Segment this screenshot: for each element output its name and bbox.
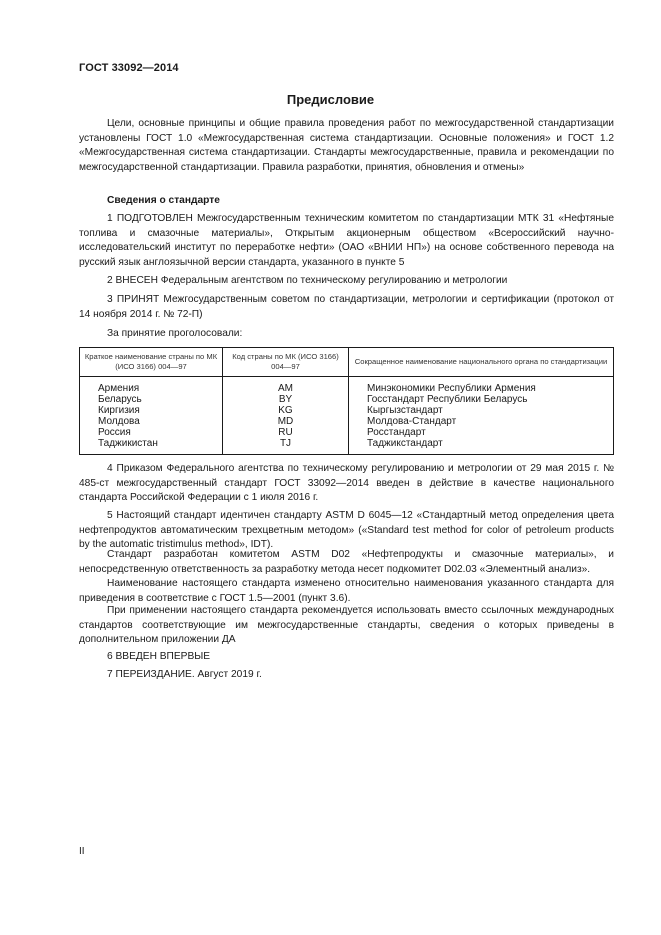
table-row [80, 416, 614, 427]
section-heading: Сведения о стандарте [107, 195, 220, 206]
voted-label: За принятие проголосовали: [107, 328, 243, 339]
country-cell: Беларусь [80, 394, 223, 405]
body-cell: Госстандарт Республики Беларусь [367, 394, 528, 405]
country-cell: Таджикистан [80, 438, 223, 455]
country-cell: Молдова [80, 416, 223, 427]
table-header-row [80, 348, 614, 377]
intro-paragraph: Цели, основные принципы и общие правила проведения работ по межгосударственной стандартизации установлены ГОСТ 1.0 «Межгосударственная система стандартизации. Основные положения» и ГОСТ 1.2 «Межгосударственная система стандартизации. Стандарты межгосударственные, правила и рекомендации по межгосударственной стандартизации. Правила разработки, принятия, обновления и отмены» [79, 118, 614, 173]
page-title: Предисловие [286, 92, 375, 107]
item-1: 1 ПОДГОТОВЛЕН Межгосударственным техническим комитетом по стандартизации МТК 31 «Нефтяные топлива и смазочные материалы», Открытым акционерным обществом «Всероссийский научно-исследовательский институт по переработке нефти» (ОАО «ВНИИ НП») на основе собственного перевода на русский язык англоязычной версии стандарта, указанного в пункте 5 [79, 213, 614, 268]
body-cell: Таджикстандарт [367, 438, 443, 449]
item-5-committee: Стандарт разработан комитетом ASTM D02 «Нефтепродукты и смазочные материалы», и непосредственную ответственность за разработку метода несет подкомитет D02.03 «Элементный анализ». [79, 549, 614, 575]
page-number: II [79, 846, 85, 857]
code-cell: TJ [223, 438, 349, 455]
item-2: 2 ВНЕСЕН Федеральным агентством по техническому регулированию и метрологии [107, 275, 508, 286]
table-row [80, 377, 614, 395]
document-header-id: ГОСТ 33092—2014 [79, 62, 179, 74]
item-4: 4 Приказом Федерального агентства по техническому регулированию и метрологии от 29 мая 2015 г. № 485-ст межгосударственный стандарт ГОСТ 33092—2014 введен в действие в качестве национального стандарта Российской Федерации с 1 июля 2016 г. [79, 463, 614, 504]
code-cell: AM [223, 377, 349, 395]
country-cell: Киргизия [80, 405, 223, 416]
item-5-references: При применении настоящего стандарта рекомендуется использовать вместо ссылочных международных стандартов соответствующие им межгосударственные стандарты, сведения о которых приведены в дополнительном приложении ДА [79, 605, 614, 646]
body-cell: Кыргызстандарт [367, 405, 443, 416]
item-5-name-change: Наименование настоящего стандарта изменено относительно наименования указанного стандарта для приведения в соответствие с ГОСТ 1.5—2001 (пункт 3.6). [79, 578, 614, 604]
table-header-body: Сокращенное наименование национального органа по стандартизации [349, 348, 614, 377]
code-cell: MD [223, 416, 349, 427]
body-cell: Молдова-Стандарт [367, 416, 457, 427]
code-cell: KG [223, 405, 349, 416]
item-7: 7 ПЕРЕИЗДАНИЕ. Август 2019 г. [107, 669, 262, 680]
code-cell: RU [223, 427, 349, 438]
country-cell: Россия [80, 427, 223, 438]
country-cell: Армения [80, 377, 223, 395]
item-3: 3 ПРИНЯТ Межгосударственным советом по стандартизации, метрологии и сертификации (протокол от 14 ноября 2014 г. № 72-П) [79, 294, 614, 320]
code-cell: BY [223, 394, 349, 405]
table-row [80, 405, 614, 416]
table-row [80, 438, 614, 455]
table-header-country: Краткое наименование страны по МК (ИСО 3166) 004—97 [80, 348, 223, 377]
item-6: 6 ВВЕДЕН ВПЕРВЫЕ [107, 651, 211, 662]
table-header-code: Код страны по МК (ИСО 3166) 004—97 [223, 348, 349, 377]
body-cell: Росстандарт [367, 427, 426, 438]
item-5: 5 Настоящий стандарт идентичен стандарту ASTM D 6045—12 «Стандартный метод определения цвета нефтепродуктов автоматическим трехцветным методом» («Standard test method for color of petroleum products by the automatic tristimulus method», IDT). [79, 510, 614, 551]
table-row [80, 394, 614, 405]
table-row [80, 427, 614, 438]
voting-table [79, 347, 614, 455]
body-cell: Минэкономики Республики Армения [367, 383, 536, 394]
